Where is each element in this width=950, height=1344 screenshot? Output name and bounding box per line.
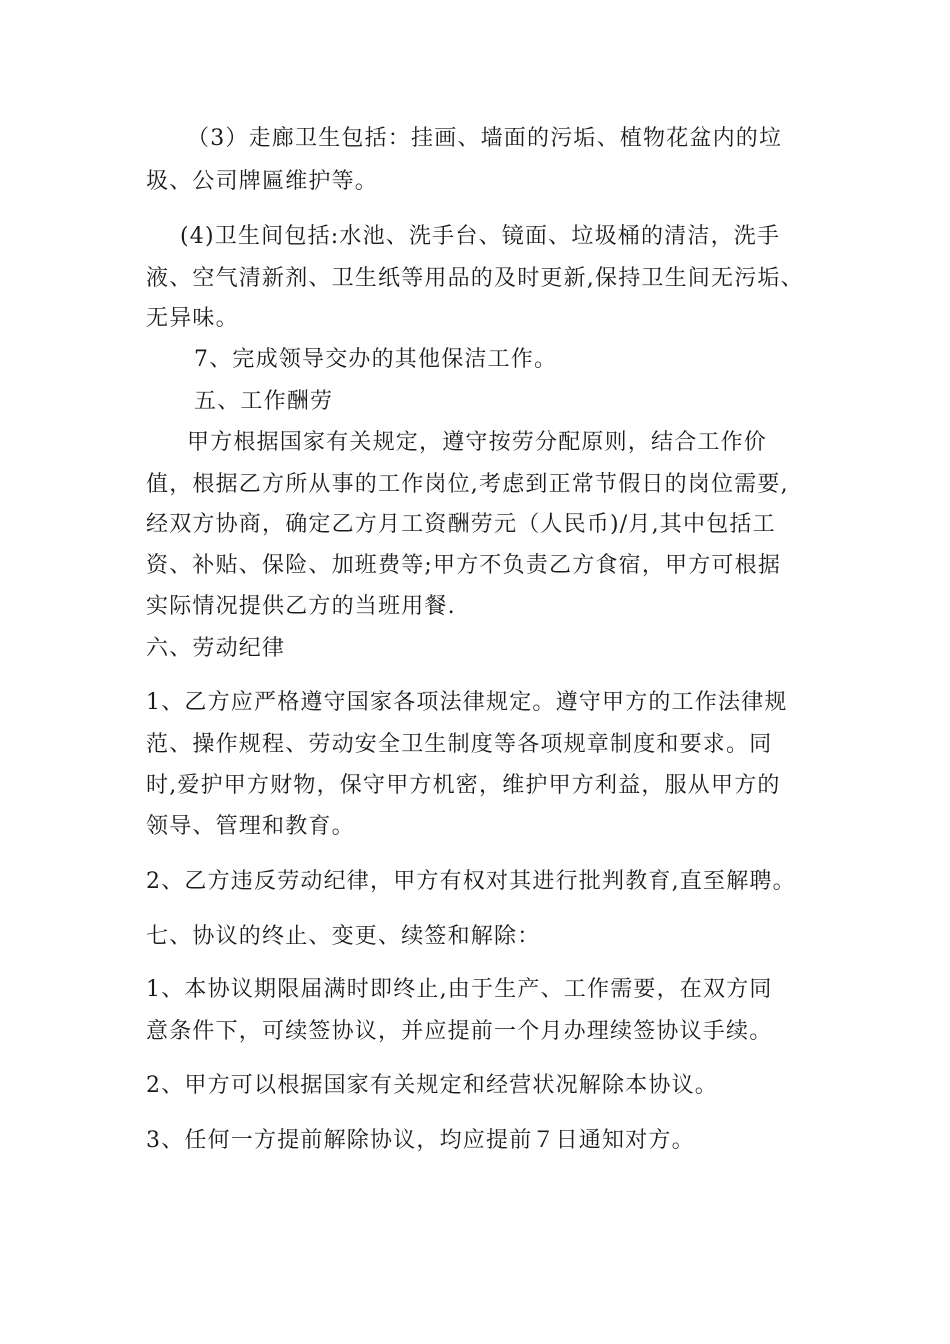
text-line: 意条件下，可续签协议，并应提前一个月办理续签协议手续。 <box>146 1019 773 1044</box>
section-heading: 五、工作酬劳 <box>194 389 334 414</box>
text-line: 7、完成领导交办的其他保洁工作。 <box>194 347 558 372</box>
text-line: 1、乙方应严格遵守国家各项法律规定。遵守甲方的工作法律规 <box>146 690 788 715</box>
text-line: 无异味。 <box>146 306 239 331</box>
section-heading: 七、协议的终止、变更、续签和解除： <box>146 924 541 949</box>
text-line: 实际情况提供乙方的当班用餐. <box>146 594 456 619</box>
text-line: 2、甲方可以根据国家有关规定和经营状况解除本协议。 <box>146 1073 718 1098</box>
text-line: 1、本协议期限届满时即终止,由于生产、工作需要，在双方同 <box>146 977 773 1002</box>
text-line: 液、空气清新剂、卫生纸等用品的及时更新,保持卫生间无污垢、 <box>146 266 804 291</box>
text-line: 圾、公司牌匾维护等。 <box>146 169 379 194</box>
section-heading: 六、劳动纪律 <box>146 636 286 661</box>
text-line: 甲方根据国家有关规定，遵守按劳分配原则，结合工作价 <box>187 430 768 455</box>
text-line: 范、操作规程、劳动安全卫生制度等各项规章制度和要求。同 <box>146 732 773 757</box>
text-line: 3、任何一方提前解除协议，均应提前７日通知对方。 <box>146 1128 695 1153</box>
text-line: 2、乙方违反劳动纪律，甲方有权对其进行批判教育,直至解聘。 <box>146 869 796 894</box>
text-line: 资、补贴、保险、加班费等;甲方不负责乙方食宿，甲方可根据 <box>146 553 782 578</box>
text-line: （3）走廊卫生包括：挂画、墙面的污垢、植物花盆内的垃 <box>187 126 783 151</box>
text-line: 经双方协商，确定乙方月工资酬劳元（人民币)/月,其中包括工 <box>146 512 776 537</box>
text-line: (4)卫生间包括:水池、洗手台、镜面、垃圾桶的清洁，洗手 <box>180 224 781 249</box>
text-line: 时,爱护甲方财物，保守甲方机密，维护甲方利益，服从甲方的 <box>146 773 781 798</box>
text-line: 领导、管理和教育。 <box>146 814 355 839</box>
text-line: 值，根据乙方所从事的工作岗位,考虑到正常节假日的岗位需要, <box>146 472 789 497</box>
